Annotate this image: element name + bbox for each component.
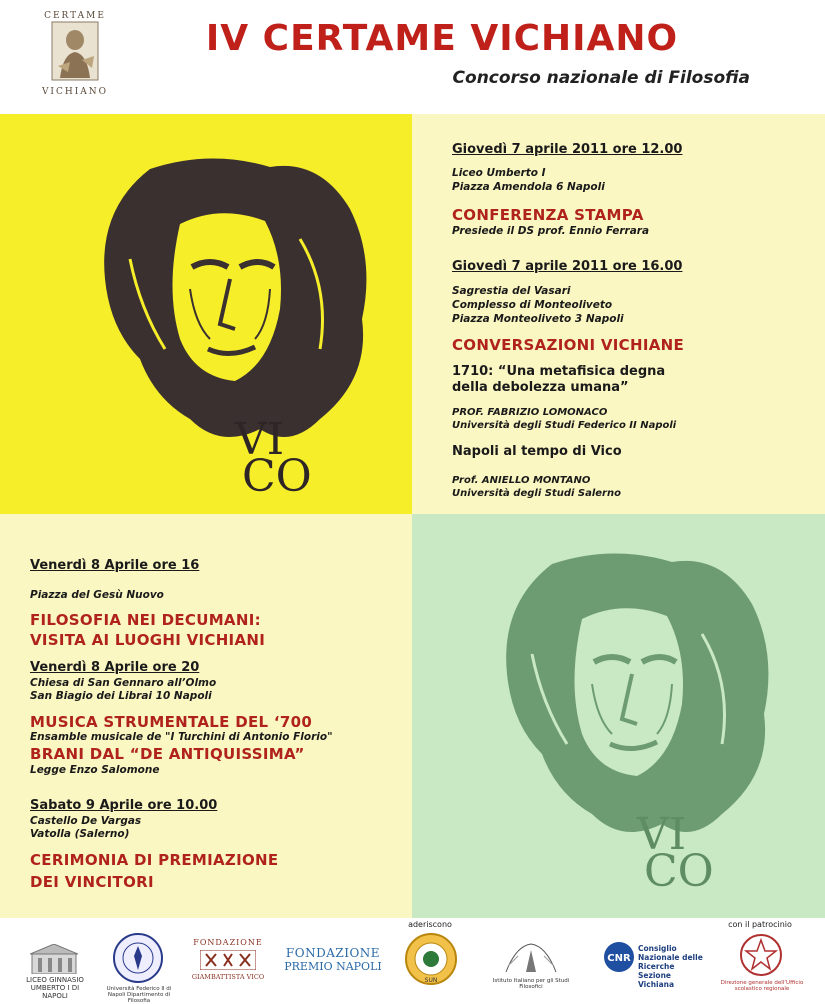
talk-affiliation: Università degli Studi Federico II Napoli <box>452 420 677 431</box>
aderiscono-label: aderiscono <box>408 920 452 929</box>
event-place-line: Piazza Monteoliveto 3 Napoli <box>452 313 624 325</box>
event-heading: VISITA AI LUOGHI VICHIANI <box>30 631 266 649</box>
event-place-line: Complesso di Monteoliveto <box>452 299 613 311</box>
event-place-line: Liceo Umberto I <box>452 167 546 179</box>
event-heading: FILOSOFIA NEI DECUMANI: <box>30 611 261 629</box>
event-note: Presiede il DS prof. Ennio Ferrara <box>452 225 650 237</box>
istituto-studi-filosofici-logo <box>496 936 566 976</box>
federico-ii-seal-logo <box>112 932 164 984</box>
event-heading: DEI VINCITORI <box>30 873 154 891</box>
page-subtitle: Concorso nazionale di Filosofia <box>452 68 750 88</box>
cnr-logo <box>602 940 636 974</box>
istituto-label: Istituto Italiano per gli Studi Filosofici <box>492 978 570 990</box>
fondazione-vico-emblem <box>200 950 256 970</box>
event-place: Piazza del Gesù Nuovo <box>30 589 164 601</box>
event-date: Giovedì 7 aprile 2011 ore 16.00 <box>452 259 683 274</box>
patrocinio-label: con il patrocinio <box>728 920 792 929</box>
seal-top-text: CERTAME <box>44 11 106 21</box>
portrait-letters-top: VI <box>637 809 687 860</box>
event-date: Venerdì 8 Aprile ore 16 <box>30 558 200 573</box>
event-place-line: Castello De Vargas <box>30 815 142 827</box>
italian-republic-emblem <box>738 932 784 978</box>
direzione-label: Direzione generale dell’Ufficio scolastico regionale <box>720 980 804 992</box>
event-ensemble: Ensamble musicale de "I Turchini di Antonio Florio" <box>30 731 333 743</box>
vico-portrait-green <box>472 544 792 889</box>
event-heading: MUSICA STRUMENTALE DEL ‘700 <box>30 713 313 731</box>
talk-title-line: 1710: “Una metafisica degna <box>452 364 666 379</box>
talk-speaker: Prof. ANIELLO MONTANO <box>452 475 591 486</box>
vico-portrait-dark <box>70 149 390 494</box>
event-heading: BRANI DAL “DE ANTIQUISSIMA” <box>30 745 305 763</box>
event-reader: Legge Enzo Salomone <box>30 764 160 776</box>
event-place-line: Sagrestia del Vasari <box>452 285 571 297</box>
cnr-label-line: Nazionale delle <box>638 953 703 962</box>
event-heading: CERIMONIA DI PREMIAZIONE <box>30 851 279 869</box>
events-panel-bottom <box>0 514 412 918</box>
portrait-panel-green <box>412 514 825 918</box>
premio-napoli-line1: FONDAZIONE <box>285 946 381 960</box>
federico-label: Università Federico II di Napoli Dipartimento di Filosofia <box>106 986 172 1004</box>
talk-title: Napoli al tempo di Vico <box>452 444 622 459</box>
cnr-label <box>638 944 708 989</box>
talk-speaker: PROF. FABRIZIO LOMONACO <box>452 407 608 418</box>
certame-seal-logo <box>30 6 120 98</box>
cnr-label-line: Ricerche <box>638 962 675 971</box>
talk-affiliation: Università degli Studi Salerno <box>452 488 621 499</box>
page-title: IV CERTAME VICHIANO <box>205 18 679 59</box>
portrait-letters-bottom: CO <box>242 451 312 494</box>
talk-title-line: della debolezza umana” <box>452 380 629 395</box>
header <box>0 0 825 108</box>
sun-university-seal-logo <box>404 932 458 986</box>
liceo-label: LICEO GINNASIO UMBERTO I DI NAPOLI <box>26 976 84 1000</box>
event-place-line: San Biagio dei Librai 10 Napoli <box>30 690 212 702</box>
sun-label: SUN <box>424 977 438 984</box>
event-place-line: Chiesa di San Gennaro all’Olmo <box>30 677 217 689</box>
fondazione-vico-top: FONDAZIONE <box>193 938 263 947</box>
portrait-panel-yellow <box>0 114 412 514</box>
event-date: Giovedì 7 aprile 2011 ore 12.00 <box>452 142 683 157</box>
event-heading: CONVERSAZIONI VICHIANE <box>452 336 685 354</box>
portrait-letters-bottom: CO <box>644 846 714 889</box>
cnr-abbreviation: CNR <box>607 953 631 964</box>
event-date: Venerdì 8 Aprile ore 20 <box>30 660 200 675</box>
fondazione-vico-bottom: GIAMBATTISTA VICO <box>191 973 265 981</box>
event-place-line: Vatolla (Salerno) <box>30 828 130 840</box>
event-heading: CONFERENZA STAMPA <box>452 206 644 224</box>
cnr-label-line: Sezione Vichiana <box>638 971 675 989</box>
portrait-letters-top: VI <box>235 414 285 465</box>
events-panel-top <box>412 114 825 514</box>
seal-bottom-text: VICHIANO <box>41 87 109 97</box>
event-place-line: Piazza Amendola 6 Napoli <box>452 181 605 193</box>
cnr-label-line: Consiglio <box>638 944 677 953</box>
premio-napoli-line2: PREMIO NAPOLI <box>284 960 382 973</box>
sponsor-footer <box>0 918 825 1004</box>
event-date: Sabato 9 Aprile ore 10.00 <box>30 798 218 813</box>
liceo-building-logo <box>30 944 78 974</box>
